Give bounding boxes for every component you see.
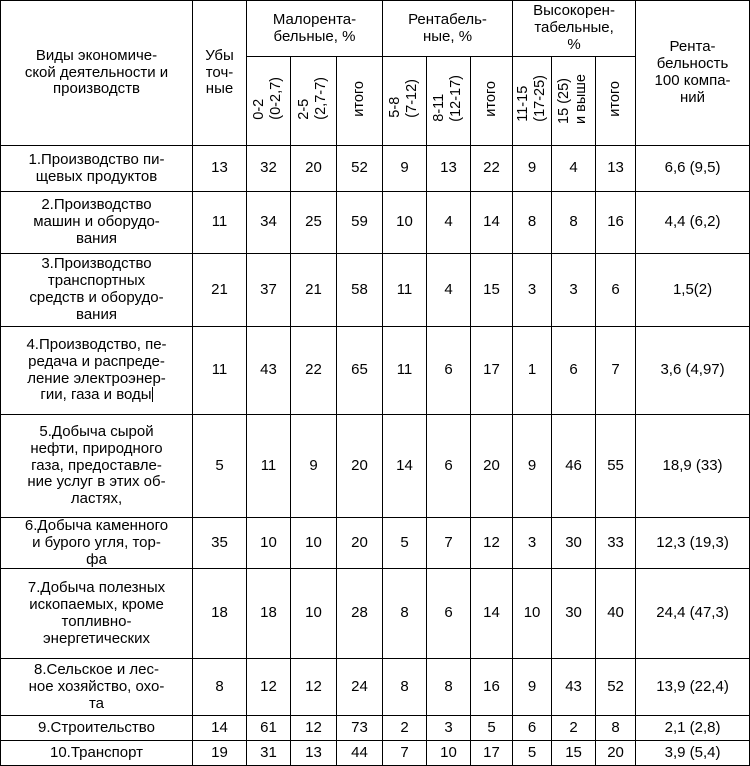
row-value-2: 59: [337, 192, 383, 254]
row-value-8: 33: [596, 518, 636, 569]
row-profitability-value: 12,3 (19,3): [636, 518, 750, 569]
row-value-2: 52: [337, 146, 383, 192]
row-activity-name: 3.Производство транспортных средств и оборудо- вания: [1, 254, 193, 327]
row-value-4: 8: [427, 659, 471, 716]
row-value-7: 15: [552, 741, 596, 766]
row-value-1: 12: [291, 716, 337, 741]
header-subcolumn-label: итого: [350, 80, 367, 117]
header-group-low-profit: Малорента- бельные, %: [247, 1, 383, 57]
row-profitability-value: 4,4 (6,2): [636, 192, 750, 254]
row-value-3: 11: [383, 327, 427, 415]
row-value-5: 14: [471, 192, 513, 254]
row-value-3: 8: [383, 659, 427, 716]
row-value-8: 52: [596, 659, 636, 716]
row-value-3: 5: [383, 518, 427, 569]
row-value-0: 43: [247, 327, 291, 415]
header-subcolumn-4: [427, 57, 471, 146]
row-value-0: 11: [247, 415, 291, 518]
row-value-1: 12: [291, 659, 337, 716]
header-profitability-100-companies: Рента- бельность 100 компа- ний: [636, 1, 750, 146]
row-value-5: 20: [471, 415, 513, 518]
row-activity-name: 9.Строительство: [1, 716, 193, 741]
row-value-5: 17: [471, 741, 513, 766]
header-group-profit: Рентабель- ные, %: [383, 1, 513, 57]
row-value-1: 20: [291, 146, 337, 192]
row-value-7: 4: [552, 146, 596, 192]
row-value-3: 11: [383, 254, 427, 327]
header-subcolumn-1: [291, 57, 337, 146]
row-value-2: 44: [337, 741, 383, 766]
row-value-2: 20: [337, 518, 383, 569]
table-row: [1, 327, 750, 415]
row-value-0: 37: [247, 254, 291, 327]
row-value-8: 20: [596, 741, 636, 766]
row-activity-name: 7.Добыча полезных ископаемых, кроме топливно- энергетических: [1, 569, 193, 659]
row-value-6: 9: [513, 146, 552, 192]
row-loss-making-value: 11: [193, 327, 247, 415]
row-value-4: 13: [427, 146, 471, 192]
table-row: [1, 741, 750, 766]
row-value-0: 32: [247, 146, 291, 192]
row-value-6: 3: [513, 518, 552, 569]
table-row: [1, 415, 750, 518]
header-subcolumn-6: [513, 57, 552, 146]
row-value-8: 40: [596, 569, 636, 659]
row-value-1: 10: [291, 518, 337, 569]
row-value-2: 28: [337, 569, 383, 659]
row-value-7: 30: [552, 518, 596, 569]
row-value-8: 13: [596, 146, 636, 192]
row-loss-making-value: 11: [193, 192, 247, 254]
row-value-0: 10: [247, 518, 291, 569]
row-value-8: 7: [596, 327, 636, 415]
row-value-4: 7: [427, 518, 471, 569]
row-loss-making-value: 18: [193, 569, 247, 659]
header-subcolumn-3: [383, 57, 427, 146]
row-value-7: 46: [552, 415, 596, 518]
row-value-0: 31: [247, 741, 291, 766]
row-value-5: 16: [471, 659, 513, 716]
row-value-8: 16: [596, 192, 636, 254]
row-activity-name: 8.Сельское и лес- ное хозяйство, охо- та: [1, 659, 193, 716]
table-header: [1, 1, 750, 146]
table-row: [1, 146, 750, 192]
row-value-7: 6: [552, 327, 596, 415]
row-profitability-value: 3,9 (5,4): [636, 741, 750, 766]
table-row: [1, 659, 750, 716]
header-subcolumn-5: [471, 57, 513, 146]
row-value-6: 6: [513, 716, 552, 741]
header-subcolumn-label: 8-11 (12-17): [431, 75, 465, 122]
text-cursor: [152, 387, 153, 402]
table-row: [1, 518, 750, 569]
row-value-0: 18: [247, 569, 291, 659]
row-value-2: 65: [337, 327, 383, 415]
row-profitability-value: 24,4 (47,3): [636, 569, 750, 659]
header-subcolumn-label: итого: [482, 80, 499, 117]
header-subcolumn-8: [596, 57, 636, 146]
row-loss-making-value: 13: [193, 146, 247, 192]
row-activity-name: 10.Транспорт: [1, 741, 193, 766]
row-value-3: 7: [383, 741, 427, 766]
header-group-row: [1, 1, 750, 57]
header-subcolumn-0: [247, 57, 291, 146]
row-value-1: 13: [291, 741, 337, 766]
row-value-1: 9: [291, 415, 337, 518]
row-value-5: 15: [471, 254, 513, 327]
header-subcolumn-label: 15 (25) и выше: [556, 73, 590, 124]
row-value-7: 30: [552, 569, 596, 659]
row-value-4: 6: [427, 327, 471, 415]
row-activity-name: 4.Производство, пе- редача и распреде- ление электроэнер- гии, газа и воды: [1, 327, 193, 415]
row-value-3: 8: [383, 569, 427, 659]
row-profitability-value: 13,9 (22,4): [636, 659, 750, 716]
row-value-1: 25: [291, 192, 337, 254]
row-value-4: 4: [427, 254, 471, 327]
row-activity-name: 2.Производство машин и оборудо- вания: [1, 192, 193, 254]
row-value-4: 10: [427, 741, 471, 766]
header-subcolumn-label: итого: [606, 80, 623, 117]
header-subcolumn-7: [552, 57, 596, 146]
row-value-8: 55: [596, 415, 636, 518]
row-value-4: 6: [427, 415, 471, 518]
row-value-5: 17: [471, 327, 513, 415]
row-value-8: 6: [596, 254, 636, 327]
header-subcolumn-2: [337, 57, 383, 146]
row-value-7: 3: [552, 254, 596, 327]
row-activity-name: 6.Добыча каменного и бурого угля, тор- фа: [1, 518, 193, 569]
row-value-3: 2: [383, 716, 427, 741]
row-profitability-value: 3,6 (4,97): [636, 327, 750, 415]
header-subcolumn-label: 5-8 (7-12): [387, 79, 421, 118]
row-loss-making-value: 14: [193, 716, 247, 741]
row-value-5: 22: [471, 146, 513, 192]
header-activity-name: Виды экономиче- ской деятельности и производств: [1, 1, 193, 146]
row-value-0: 34: [247, 192, 291, 254]
row-loss-making-value: 8: [193, 659, 247, 716]
row-value-3: 14: [383, 415, 427, 518]
row-value-7: 2: [552, 716, 596, 741]
row-value-5: 5: [471, 716, 513, 741]
row-activity-name: 5.Добыча сырой нефти, природного газа, предоставле- ние услуг в этих об- ластях,: [1, 415, 193, 518]
row-value-2: 24: [337, 659, 383, 716]
table-body: [1, 146, 750, 766]
table-row: [1, 192, 750, 254]
header-subcolumn-label: 0-2 (0-2,7): [251, 77, 285, 120]
table-row: [1, 716, 750, 741]
row-activity-name: 1.Производство пи- щевых продуктов: [1, 146, 193, 192]
row-value-0: 12: [247, 659, 291, 716]
row-value-7: 8: [552, 192, 596, 254]
header-subcolumn-label: 11-15 (17-25): [514, 75, 549, 122]
row-value-2: 73: [337, 716, 383, 741]
row-value-2: 20: [337, 415, 383, 518]
row-value-1: 10: [291, 569, 337, 659]
row-profitability-value: 6,6 (9,5): [636, 146, 750, 192]
header-subcolumn-label: 2-5 (2,7-7): [296, 77, 330, 120]
row-value-6: 1: [513, 327, 552, 415]
row-value-8: 8: [596, 716, 636, 741]
row-loss-making-value: 21: [193, 254, 247, 327]
row-value-0: 61: [247, 716, 291, 741]
row-value-6: 8: [513, 192, 552, 254]
row-value-5: 12: [471, 518, 513, 569]
row-value-2: 58: [337, 254, 383, 327]
row-value-4: 3: [427, 716, 471, 741]
row-value-7: 43: [552, 659, 596, 716]
row-profitability-value: 1,5(2): [636, 254, 750, 327]
row-value-3: 10: [383, 192, 427, 254]
row-value-1: 21: [291, 254, 337, 327]
row-loss-making-value: 5: [193, 415, 247, 518]
table-row: [1, 569, 750, 659]
row-value-5: 14: [471, 569, 513, 659]
header-loss-making: Убы точ- ные: [193, 1, 247, 146]
row-value-6: 5: [513, 741, 552, 766]
row-profitability-value: 18,9 (33): [636, 415, 750, 518]
row-value-6: 9: [513, 659, 552, 716]
row-value-1: 22: [291, 327, 337, 415]
table-row: [1, 254, 750, 327]
row-value-4: 4: [427, 192, 471, 254]
header-group-high-profit: Высокорен- табельные, %: [513, 1, 636, 57]
row-value-6: 3: [513, 254, 552, 327]
row-loss-making-value: 35: [193, 518, 247, 569]
row-value-6: 9: [513, 415, 552, 518]
row-profitability-value: 2,1 (2,8): [636, 716, 750, 741]
row-loss-making-value: 19: [193, 741, 247, 766]
row-value-6: 10: [513, 569, 552, 659]
row-value-3: 9: [383, 146, 427, 192]
row-value-4: 6: [427, 569, 471, 659]
